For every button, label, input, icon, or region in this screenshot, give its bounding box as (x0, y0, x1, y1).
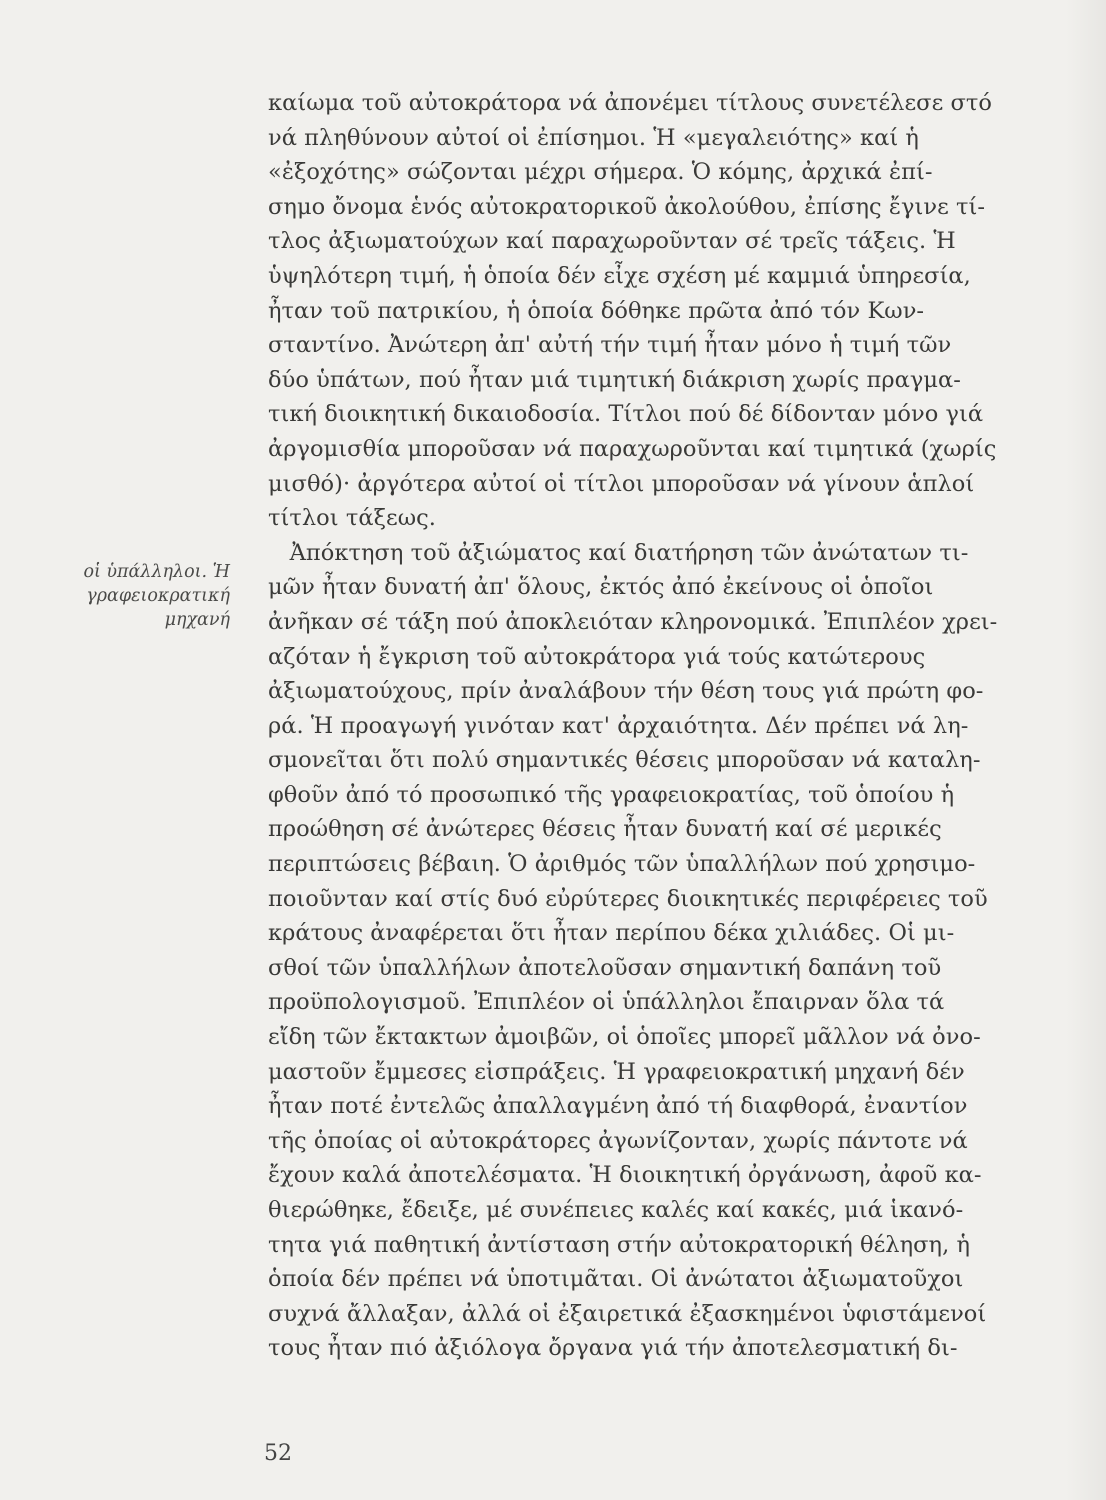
text-line: ἀξιωματούχους, πρίν ἀναλάβουν τήν θέση τους γιά πρώτη φο- (268, 678, 984, 705)
text-line: μαστοῦν ἔμμεσες εἰσπράξεις. Ἡ γραφειοκρατική μηχανή δέν (268, 1058, 965, 1085)
text-line: συχνά ἄλλαξαν, ἀλλά οἱ ἐξαιρετικά ἐξασκημένοι ὑφιστάμενοί (268, 1300, 987, 1327)
text-line: δύο ὑπάτων, πού ἦταν μιά τιμητική διάκριση χωρίς πραγμα- (268, 366, 961, 393)
text-line: σμονεῖται ὅτι πολύ σημαντικές θέσεις μποροῦσαν νά καταλη- (268, 747, 981, 774)
text-line: μῶν ἦταν δυνατή ἀπ' ὅλους, ἐκτός ἀπό ἐκείνους οἱ ὁποῖοι (268, 574, 934, 601)
text-line: τητα γιά παθητική ἀντίσταση στήν αὐτοκρατορική θέληση, ἡ (268, 1231, 971, 1258)
text-line: καίωμα τοῦ αὐτοκράτορα νά ἀπονέμει τίτλους συνετέλεσε στό (268, 90, 992, 116)
margin-note-line: γραφειοκρατική (86, 586, 230, 606)
text-line: ρά. Ἡ προαγωγή γινόταν κατ' ἀρχαιότητα. Δέν πρέπει νά λη- (268, 712, 969, 739)
text-line: ἀνῆκαν σέ τάξη πού ἀποκλειόταν κληρονομικά. Ἐπιπλέον χρει- (268, 608, 998, 635)
text-line: τική διοικητική δικαιοδοσία. Τίτλοι πού δέ δίδονταν μόνο γιά (268, 401, 984, 428)
text-line: περιπτώσεις βέβαιη. Ὁ ἀριθμός τῶν ὑπαλλήλων πού χρησιμο- (268, 851, 976, 878)
page-edge-shadow (1066, 0, 1106, 1500)
text-line: τλος ἀξιωματούχων καί παραχωροῦνταν σέ τρεῖς τάξεις. Ἡ (268, 228, 956, 255)
text-line: ἦταν ποτέ ἐντελῶς ἀπαλλαγμένη ἀπό τή διαφθορά, ἐναντίον (268, 1093, 968, 1120)
text-line: προώθηση σέ ἀνώτερες θέσεις ἦταν δυνατή καί σέ μερικές (268, 816, 942, 843)
text-line: θιερώθηκε, ἔδειξε, μέ συνέπειες καλές καί κακές, μιά ἱκανό- (268, 1197, 964, 1223)
page-number: 52 (264, 1441, 292, 1466)
text-line: τῆς ὁποίας οἱ αὐτοκράτορες ἀγωνίζονταν, χωρίς πάντοτε νά (268, 1127, 968, 1154)
text-line: προϋπολογισμοῦ. Ἐπιπλέον οἱ ὑπάλληλοι ἔπαιρναν ὅλα τά (268, 989, 945, 1016)
text-line: ποιοῦνταν καί στίς δυό εὐρύτερες διοικητικές περιφέρειες τοῦ (268, 885, 988, 912)
text-line: Ἀπόκτηση τοῦ ἀξιώματος καί διατήρηση τῶν ἀνώτατων τι- (268, 539, 969, 566)
text-line: «ἐξοχότης» σώζονται μέχρι σήμερα. Ὁ κόμης, ἀρχικά ἐπί- (268, 159, 933, 186)
text-line: αζόταν ἡ ἔγκριση τοῦ αὐτοκράτορα γιά τούς κατώτερους (268, 643, 926, 670)
margin-note (20, 560, 230, 632)
text-line: νά πληθύνουν αὐτοί οἱ ἐπίσημοι. Ἡ «μεγαλειότης» καί ἡ (268, 124, 919, 151)
margin-note-line: μηχανή (164, 610, 230, 630)
text-line: ὁποία δέν πρέπει νά ὑποτιμᾶται. Οἱ ἀνώτατοι ἀξιωματοῦχοι (268, 1266, 964, 1293)
margin-note-line: οἱ ὑπάλληλοι. Ἡ (83, 562, 230, 582)
text-line: τίτλοι τάξεως. (268, 505, 436, 532)
body-text (268, 86, 1038, 1366)
text-line: τους ἦταν πιό ἀξιόλογα ὄργανα γιά τήν ἀποτελεσματική δι- (268, 1335, 958, 1362)
text-line: σταντίνο. Ἀνώτερη ἀπ' αὐτή τήν τιμή ἦταν μόνο ἡ τιμή τῶν (268, 332, 952, 359)
text-line: ἀργομισθία μποροῦσαν νά παραχωροῦνται καί τιμητικά (χωρίς (268, 435, 997, 462)
text-line: εἴδη τῶν ἔκτακτων ἀμοιβῶν, οἱ ὁποῖες μπορεῖ μᾶλλον νά ὀνο- (268, 1024, 981, 1051)
text-line: ἦταν τοῦ πατρικίου, ἡ ὁποία δόθηκε πρῶτα ἀπό τόν Κων- (268, 297, 925, 324)
text-line: σημο ὄνομα ἑνός αὐτοκρατορικοῦ ἀκολούθου, ἐπίσης ἔγινε τί- (268, 193, 986, 220)
text-line: ἔχουν καλά ἀποτελέσματα. Ἡ διοικητική ὀργάνωση, ἀφοῦ κα- (268, 1162, 982, 1189)
text-line: σθοί τῶν ὑπαλλήλων ἀποτελοῦσαν σημαντική δαπάνη τοῦ (268, 954, 942, 981)
text-line: φθοῦν ἀπό τό προσωπικό τῆς γραφειοκρατίας, τοῦ ὁποίου ἡ (268, 781, 955, 808)
text-line: ὑψηλότερη τιμή, ἡ ὁποία δέν εἶχε σχέση μέ καμμιά ὑπηρεσία, (268, 262, 971, 289)
text-line: μισθό)· ἀργότερα αὐτοί οἱ τίτλοι μποροῦσαν νά γίνουν ἁπλοί (268, 470, 975, 497)
text-line: κράτους ἀναφέρεται ὅτι ἦταν περίπου δέκα χιλιάδες. Οἱ μι- (268, 920, 955, 947)
